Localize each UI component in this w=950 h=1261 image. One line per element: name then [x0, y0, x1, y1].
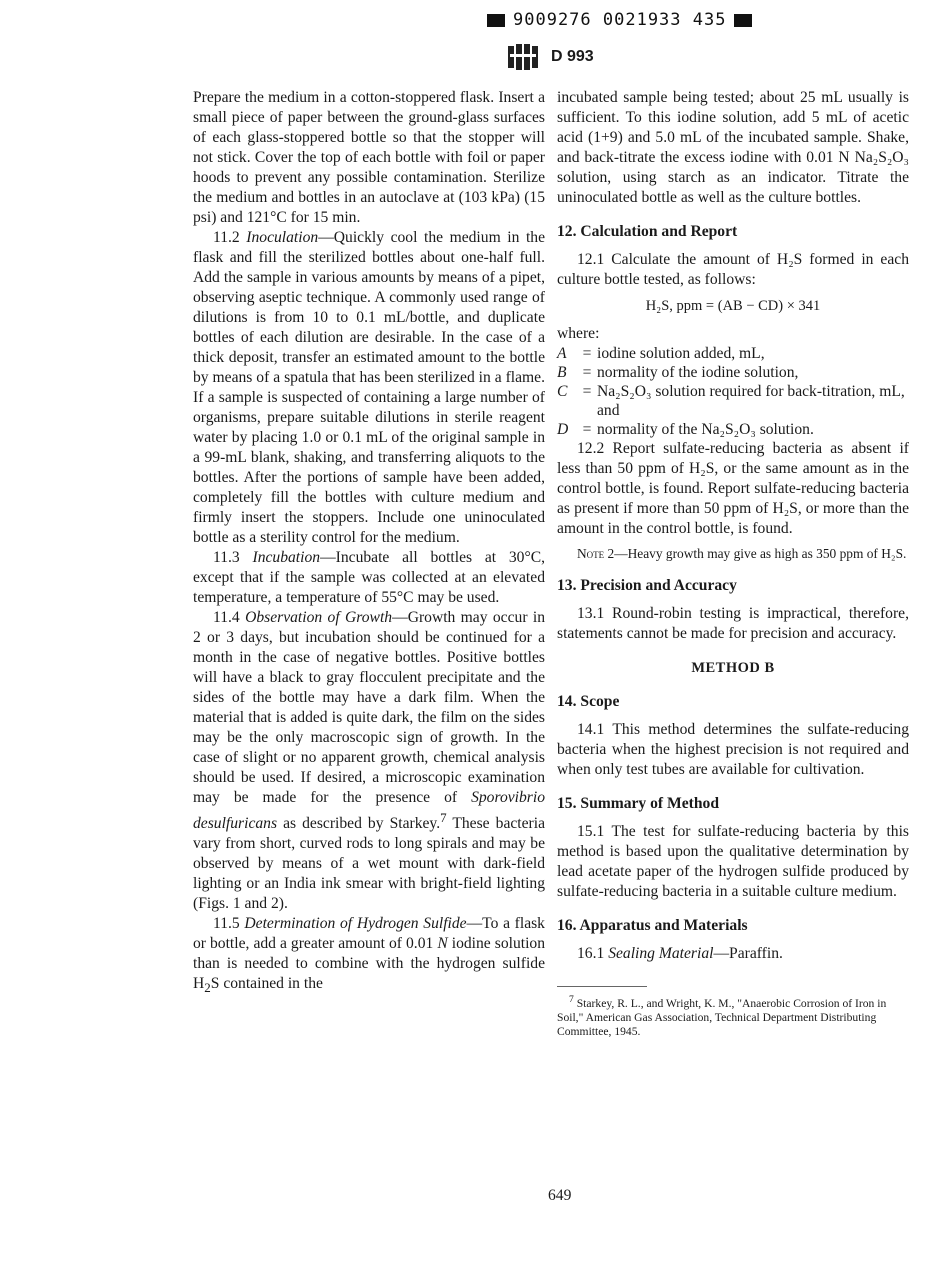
definition-equals: =: [582, 364, 592, 381]
section-14-1: 14.1 This method determines the sulfate-reducing bacteria when the highest precision is not required and when only test tubes are available for cultivation.: [557, 721, 909, 778]
right-column: [557, 88, 909, 1039]
section-title: Incubation: [252, 549, 321, 566]
note-label: Note 2: [577, 546, 615, 561]
section-heading-15: 15. Summary of Method: [557, 795, 719, 812]
footnote-reference: 7: [440, 810, 447, 825]
section-12-1: 12.1 Calculate the amount of H₂S formed in each culture bottle tested, as follows:: [557, 251, 909, 288]
definition-equals: =: [582, 421, 592, 438]
note-text: —Heavy growth may give as high as 350 ppm of H₂S.: [614, 546, 907, 561]
section-11-5: [193, 914, 545, 998]
section-16-1: [557, 944, 909, 964]
section-body: These bacteria vary from short, curved rods to long spirals and may be observed by means of a wet mount with dark-field lighting or an India ink smear with bright-field lighting (Figs. 1 and 2).: [193, 815, 545, 913]
definition-equals: =: [582, 383, 592, 400]
document-id-line: [487, 10, 752, 30]
section-heading-13: 13. Precision and Accuracy: [557, 577, 737, 594]
section-number: 11.5: [213, 915, 240, 933]
page-number: 649: [548, 1187, 572, 1204]
definition-item: [557, 382, 909, 420]
section-title: Inoculation: [246, 229, 319, 246]
section-number: 11.2: [213, 229, 240, 246]
barcode-mark: [734, 14, 752, 27]
definition-symbol: B: [557, 364, 567, 381]
section-heading-14: 14. Scope: [557, 693, 620, 710]
page-header: [507, 43, 594, 71]
section-15-1: 15.1 The test for sulfate-reducing bacteria by this method is based upon the qualitative determination by lead acetate paper of the hydrogen sulfide produced by sulfate-reducing bacteria in a suitable culture medium.: [557, 823, 909, 900]
definition-symbol: A: [557, 345, 567, 362]
section-12-2: 12.2 Report sulfate-reducing bacteria as absent if less than 50 ppm of H₂S, or the same amount as in the control bottle, is found. Report sulfate-reducing bacteria as present if more than 50 ppm of H₂S, or more than the amount in the control bottle, is found.: [557, 440, 909, 537]
definition-symbol: C: [557, 383, 568, 400]
section-body: iodine solution than is needed to combine with the hydrogen sulfide H: [193, 935, 546, 993]
definition-equals: =: [582, 345, 592, 362]
normality-symbol: N: [437, 935, 448, 953]
definition-text: normality of the Na₂S₂O₃ solution.: [597, 421, 814, 438]
footnote-7: [557, 993, 909, 1039]
paragraph-medium-prep: Prepare the medium in a cotton-stoppered flask. Insert a small piece of paper between the ground-glass surfaces of each glass-stoppered bottle so that the stopper will not stick. Cover the top of each bottle with foil or paper hoods to prevent any possible contamination. Sterilize the medium and bottles in an autoclave at (103 kPa) (15 psi) and 121°C for 15 min.: [193, 89, 545, 226]
section-heading-16: 16. Apparatus and Materials: [557, 917, 748, 934]
section-title: Observation of Growth: [245, 609, 393, 626]
document-id: 9009276 0021933 435: [513, 10, 727, 30]
section-number: 11.4: [213, 609, 240, 626]
left-column: [193, 88, 545, 998]
where-label: where:: [557, 325, 600, 342]
definition-text: normality of the iodine solution,: [597, 364, 799, 381]
section-body: —Quickly cool the medium in the flask and fill the sterilized bottles about one-half full. Add the sample in various amounts by means of a pipet, observing aseptic technique. A commonly used range of dilutions is from 10 to 0.1 mL/bottle, and duplicate bottles of each dilution are desirable. In the case of a thick deposit, transfer an estimated amount to the bottle by means of a spatula that has been sterilized in a flame. If a sample is suspected of containing a large number of organisms, prepare suitable dilutions in sterile reagent water by placing 1.0 or 0.1 mL of the original sample in a 99-mL blank, shaking, and transferring aliquots to the bottles. After the portions of sample have been added, completely fill the bottles with culture medium and firmly insert the stoppers. Include one uninoculated bottle as a sterility control for the medium.: [193, 229, 545, 546]
section-body: —Paraffin.: [713, 945, 783, 962]
section-number: 16.1: [577, 945, 605, 962]
definition-list: [557, 344, 909, 439]
section-13-1: 13.1 Round-robin testing is impractical, therefore, statements cannot be made for precision and accuracy.: [557, 605, 909, 642]
footnote-divider: [557, 986, 647, 987]
astm-logo-icon: [507, 43, 541, 71]
definition-symbol: D: [557, 421, 569, 438]
section-body: —Incubate all bottles at 30°C, except that if the sample was collected at an elevated temperature, a temperature of 55°C may be used.: [193, 549, 545, 606]
section-11-2: [193, 228, 545, 548]
standard-designation: D 993: [551, 48, 594, 65]
barcode-mark: [487, 14, 505, 27]
paragraph-continued: incubated sample being tested; about 25 mL usually is sufficient. To this iodine solution, add 5 mL of acetic acid (1+9) and 5.0 mL of the incubated sample. Shake, and back-titrate the excess iodine with 0.01 N Na₂S₂O₃ solution, using starch as an indicator. Titrate the uninoculated bottle as well as the culture bottles.: [557, 89, 909, 206]
section-body: as described by Starkey.: [277, 815, 441, 833]
section-number: 11.3: [213, 549, 240, 566]
section-title: Sealing Material: [608, 945, 714, 962]
section-11-3: [193, 548, 545, 608]
section-heading-12: 12. Calculation and Report: [557, 223, 738, 240]
method-b-heading: METHOD B: [691, 660, 775, 676]
footnote-text: Starkey, R. L., and Wright, K. M., "Anaerobic Corrosion of Iron in Soil," American Gas Association, Technical Department Distributing Committee, 1945.: [557, 996, 887, 1038]
definition-text: Na₂S₂O₃ solution required for back-titration, mL, and: [597, 383, 905, 419]
definition-item: [557, 363, 909, 382]
section-title: Determination of Hydrogen Sulfide: [244, 915, 467, 933]
section-body: S contained in the: [210, 975, 323, 993]
definition-item: [557, 344, 909, 363]
definition-item: [557, 420, 909, 439]
subscript: 2: [204, 980, 211, 996]
note-2: [557, 545, 909, 562]
section-11-4: [193, 608, 545, 914]
definition-text: iodine solution added, mL,: [597, 345, 765, 362]
calculation-formula: H₂S, ppm = (AB − CD) × 341: [645, 298, 821, 314]
section-body: —To a flask or bottle, add a greater amount of 0.01: [193, 915, 545, 953]
organism-name: Sporovibrio desulfuricans: [193, 789, 545, 833]
section-body: —Growth may occur in 2 or 3 days, but incubation should be continued for a month in the case of negative bottles. Positive bottles will have a black to gray flocculent precipitate and the sides of the bottle may have a dark film. When the material that is added is quite dark, the film on the sides may be the only macroscopic sign of growth. In the case of slight or no apparent growth, chemical analysis should be used. If desired, a microscopic examination may be made for the presence of: [193, 609, 545, 806]
footnote-mark: 7: [569, 994, 574, 1005]
